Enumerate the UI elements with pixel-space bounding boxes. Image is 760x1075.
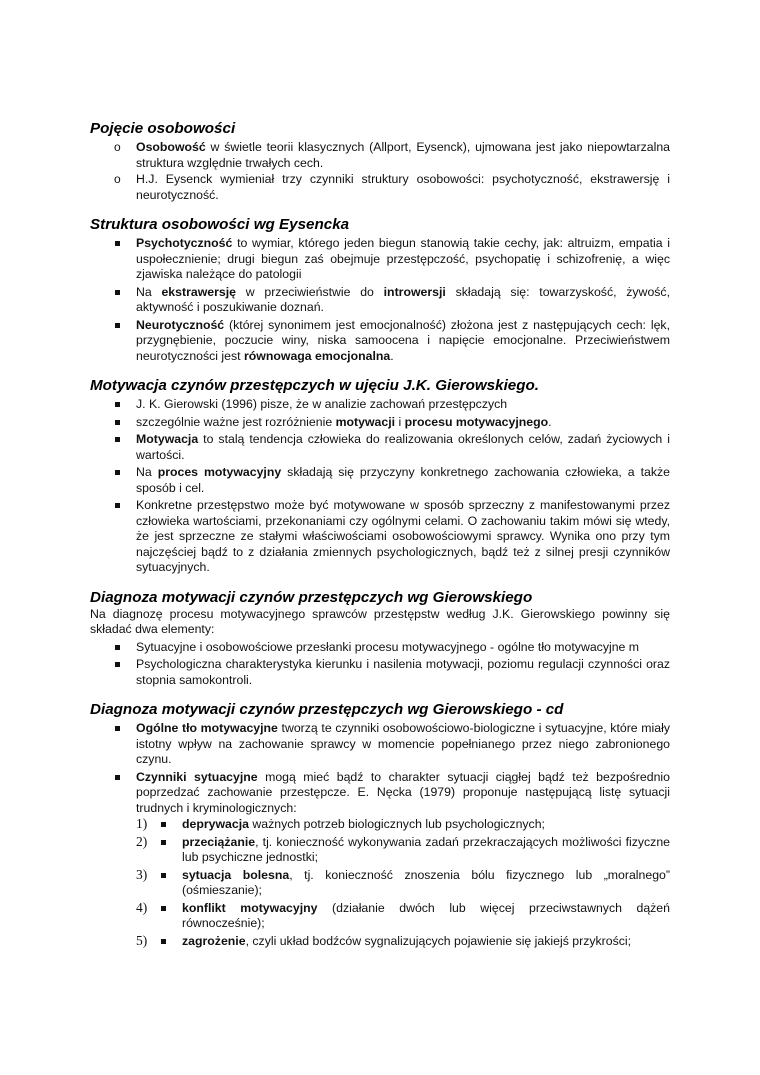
section-heading: Diagnoza motywacji czynów przestępczych wg Gierowskiego: [90, 588, 533, 606]
document-page: [90, 119, 670, 961]
list-item: Psychotyczność to wymiar, którego jeden biegun stanowią takie cechy, jak: altruizm, empatia i uspołecznienie; drugi biegun zaś obejmuje przestępczość, psychopatię i schizofrenię, a więc zjawiska należące do patologii: [90, 236, 670, 283]
section-heading: Motywacja czynów przestępczych w ujęciu J.K. Gierowskiego.: [90, 377, 540, 394]
section-diagnoza: [90, 588, 670, 689]
section-heading: Pojęcie osobowości: [90, 120, 236, 137]
numbered-item: 4) konflikt motywacyjny (działanie dwóch lub więcej przeciwstawnych dążeń równocześnie);: [136, 899, 670, 930]
numbered-item: 1) deprywacja ważnych potrzeb biologicznych lub psychologicznych;: [136, 817, 670, 833]
list-item: Psychologiczna charakterystyka kierunku i nasilenia motywacji, poziomu regulacji czynności oraz stopnia samokontroli.: [90, 657, 670, 688]
bullet-list: [90, 397, 670, 576]
section-heading: Diagnoza motywacji czynów przestępczych wg Gierowskiego - cd: [90, 701, 564, 718]
bullet-list: [90, 640, 670, 689]
list-item: Motywacja to stalą tendencja człowieka do realizowania określonych celów, zadań życiowych i wartości.: [90, 432, 670, 463]
list-item: Na proces motywacyjny składają się przyczyny konkretnego zachowania człowieka, a także sposób i cel.: [90, 465, 670, 496]
list-item: Ogólne tło motywacyjne tworzą te czynniki osobowościowo-biologiczne i sytuacyjne, które miały istotny wpływ na zachowanie sprawcy w momencie popełnianego przez niego zabronionego czynu.: [90, 721, 670, 768]
bullet-list: [90, 236, 670, 364]
numbered-list: [136, 817, 670, 949]
section-pojecie-osobowosci: [90, 119, 670, 203]
list-item: o Osobowość w świetle teorii klasycznych (Allport, Eysenck), ujmowana jest jako niepowtarzalna struktura względnie trwałych cech.: [90, 140, 670, 171]
numbered-item: 3) sytuacja bolesna, tj. konieczność znoszenia bólu fizycznego lub „moralnego” (ośmieszanie);: [136, 866, 670, 897]
numbered-item: 5) zagrożenie, czyli układ bodźców sygnalizujących pojawienie się jakiejś przykrości;: [136, 934, 670, 950]
list-item: szczególnie ważne jest rozróżnienie motywacji i procesu motywacyjnego.: [90, 415, 670, 431]
list-item: Neurotyczność (której synonimem jest emocjonalność) złożona jest z następujących cech: lęk, przygnębienie, poczucie winy, niska samoocena i napięcie emocjonalne. Przeciwieństwem neurotyczności jest równowaga emocjonalna.: [90, 318, 670, 365]
section-diagnoza-cd: [90, 700, 670, 949]
list-item: Na ekstrawersję w przeciwieństwie do introwersji składają się: towarzyskość, żywość, aktywność i poszukiwanie doznań.: [90, 285, 670, 316]
section-struktura-eysenck: [90, 215, 670, 364]
list-item: Konkretne przestępstwo może być motywowane w sposób sprzeczny z manifestowanymi przez człowieka wartościami, przekonaniami czy ogólnymi celami. O zachowaniu takim mówi się wtedy, że jest sprzeczne ze stałymi właściwościami osobowościowymi sprawcy. Wynika ono przy tym najczęściej bądź to z działania zmiennych psychologicznych, bądź też z silnej presji czynników sytuacyjnych.: [90, 498, 670, 576]
section-motywacja-gierowski: [90, 376, 670, 576]
section-intro: Na diagnozę procesu motywacyjnego sprawców przestępstw według J.K. Gierowskiego powinny się składać dwa elementy:: [90, 606, 670, 636]
section-heading: Struktura osobowości wg Eysencka: [90, 216, 350, 233]
numbered-item: 2) przeciążanie, tj. konieczność wykonywania zadań przekraczających możliwości fizyczne lub psychiczne jednostki;: [136, 833, 670, 864]
bullet-list: [90, 721, 670, 949]
list-item: o H.J. Eysenck wymieniał trzy czynniki struktury osobowości: psychotyczność, ekstrawersję i neurotyczność.: [90, 172, 670, 203]
bullet-list: [90, 140, 670, 203]
list-item: Sytuacyjne i osobowościowe przesłanki procesu motywacyjnego - ogólne tło motywacyjne m: [90, 640, 670, 656]
list-item: Czynniki sytuacyjne mogą mieć bądź to charakter sytuacji ciągłej bądź też bezpośrednio poprzedzać zachowanie przestępcze. E. Nęcka (1979) proponuje następującą listę sytuacji trudnych i kryminologicznych: 1) deprywacja ważnych potrzeb biologicznych lub psychologicznych; 2) przeciążanie, tj. konieczność wykonywania zadań przekraczających możliwości fizyczne lub psychiczne jednostki; 3) sytuacja bolesna, tj. konieczność znoszenia bólu fizycznego lub „moralnego” (ośmieszanie); 4) konflikt motywacyjny (działanie dwóch lub więcej przeciwstawnych dążeń równocześnie); 5) zagrożenie, czyli układ bodźców sygnalizujących pojawienie się jakiejś przykrości;: [90, 770, 670, 950]
list-item: J. K. Gierowski (1996) pisze, że w analizie zachowań przestępczych: [90, 397, 670, 413]
